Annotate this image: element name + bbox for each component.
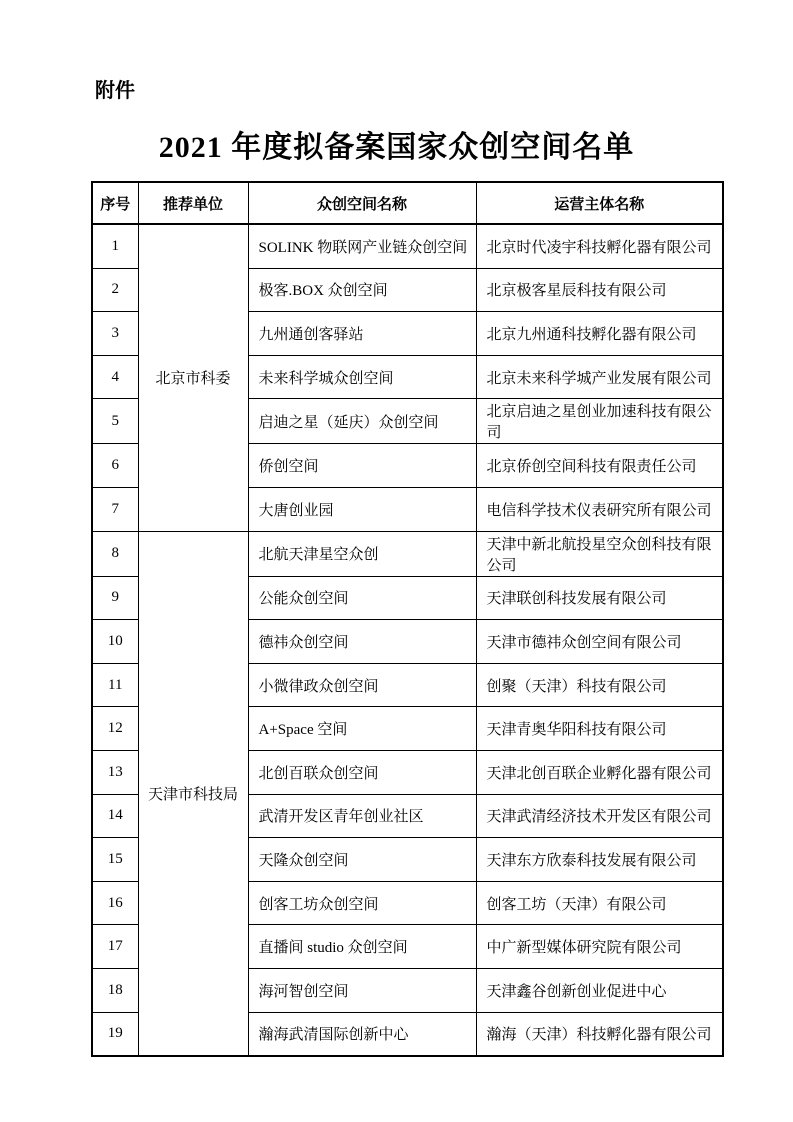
page-title: 2021 年度拟备案国家众创空间名单 — [158, 131, 635, 164]
operator-name-cell: 瀚海（天津）科技孵化器有限公司 — [476, 1012, 723, 1056]
header-recommending-unit: 推荐单位 — [138, 182, 248, 224]
row-number-cell: 2 — [92, 268, 138, 312]
row-number-cell: 7 — [92, 487, 138, 531]
table-row — [92, 531, 723, 576]
row-number-cell: 10 — [92, 620, 138, 664]
makerspace-name-cell: 瀚海武清国际创新中心 — [248, 1012, 476, 1056]
makerspace-name-cell: A+Space 空间 — [248, 707, 476, 751]
makerspace-name-cell: 直播间 studio 众创空间 — [248, 925, 476, 969]
header-makerspace-name: 众创空间名称 — [248, 182, 476, 224]
table-body — [92, 224, 723, 1056]
operator-name-cell: 天津鑫谷创新创业促进中心 — [476, 968, 723, 1012]
recommending-unit-cell: 天津市科技局 — [138, 531, 248, 1056]
makerspace-name-cell: 天隆众创空间 — [248, 838, 476, 882]
makerspace-name-cell: 极客.BOX 众创空间 — [248, 268, 476, 312]
operator-name-cell: 北京时代凌宇科技孵化器有限公司 — [476, 224, 723, 268]
makerspace-name-cell: 武清开发区青年创业社区 — [248, 794, 476, 838]
header-row — [92, 182, 723, 224]
makerspace-name-cell: 启迪之星（延庆）众创空间 — [248, 399, 476, 444]
makerspace-name-cell: 德祎众创空间 — [248, 620, 476, 664]
table-row — [92, 224, 723, 268]
operator-name-cell: 天津联创科技发展有限公司 — [476, 576, 723, 620]
makerspace-name-cell: SOLINK 物联网产业链众创空间 — [248, 224, 476, 268]
row-number-cell: 6 — [92, 444, 138, 488]
makerspace-name-cell: 小微律政众创空间 — [248, 663, 476, 707]
row-number-cell: 3 — [92, 312, 138, 356]
operator-name-cell: 天津东方欣泰科技发展有限公司 — [476, 838, 723, 882]
recommending-unit-cell: 北京市科委 — [138, 224, 248, 531]
row-number-cell: 17 — [92, 925, 138, 969]
operator-name-cell: 创聚（天津）科技有限公司 — [476, 663, 723, 707]
header-operator-name: 运营主体名称 — [476, 182, 723, 224]
operator-name-cell: 北京九州通科技孵化器有限公司 — [476, 312, 723, 356]
operator-name-cell: 北京未来科学城产业发展有限公司 — [476, 355, 723, 399]
row-number-cell: 11 — [92, 663, 138, 707]
operator-name-cell: 北京启迪之星创业加速科技有限公司 — [476, 399, 723, 444]
row-number-cell: 19 — [92, 1012, 138, 1056]
makerspace-name-cell: 北航天津星空众创 — [248, 531, 476, 576]
operator-name-cell: 天津青奥华阳科技有限公司 — [476, 707, 723, 751]
operator-name-cell: 北京极客星辰科技有限公司 — [476, 268, 723, 312]
row-number-cell: 4 — [92, 355, 138, 399]
makerspace-name-cell: 九州通创客驿站 — [248, 312, 476, 356]
row-number-cell: 15 — [92, 838, 138, 882]
makerspace-name-cell: 北创百联众创空间 — [248, 750, 476, 794]
row-number-cell: 13 — [92, 750, 138, 794]
row-number-cell: 18 — [92, 968, 138, 1012]
operator-name-cell: 中广新型媒体研究院有限公司 — [476, 925, 723, 969]
operator-name-cell: 电信科学技术仪表研究所有限公司 — [476, 487, 723, 531]
operator-name-cell: 创客工坊（天津）有限公司 — [476, 881, 723, 925]
row-number-cell: 5 — [92, 399, 138, 444]
makerspace-name-cell: 大唐创业园 — [248, 487, 476, 531]
row-number-cell: 12 — [92, 707, 138, 751]
row-number-cell: 8 — [92, 531, 138, 576]
row-number-cell: 14 — [92, 794, 138, 838]
makerspace-name-cell: 侨创空间 — [248, 444, 476, 488]
row-number-cell: 16 — [92, 881, 138, 925]
operator-name-cell: 天津市德祎众创空间有限公司 — [476, 620, 723, 664]
table-header — [92, 182, 723, 224]
operator-name-cell: 天津北创百联企业孵化器有限公司 — [476, 750, 723, 794]
attachment-label: 附件 — [95, 80, 135, 102]
makerspace-name-cell: 创客工坊众创空间 — [248, 881, 476, 925]
row-number-cell: 9 — [92, 576, 138, 620]
makerspace-name-cell: 海河智创空间 — [248, 968, 476, 1012]
header-serial-number: 序号 — [92, 182, 138, 224]
operator-name-cell: 北京侨创空间科技有限责任公司 — [476, 444, 723, 488]
row-number-cell: 1 — [92, 224, 138, 268]
makerspace-table — [91, 181, 724, 1057]
makerspace-name-cell: 未来科学城众创空间 — [248, 355, 476, 399]
operator-name-cell: 天津中新北航投星空众创科技有限公司 — [476, 531, 723, 576]
makerspace-name-cell: 公能众创空间 — [248, 576, 476, 620]
operator-name-cell: 天津武清经济技术开发区有限公司 — [476, 794, 723, 838]
